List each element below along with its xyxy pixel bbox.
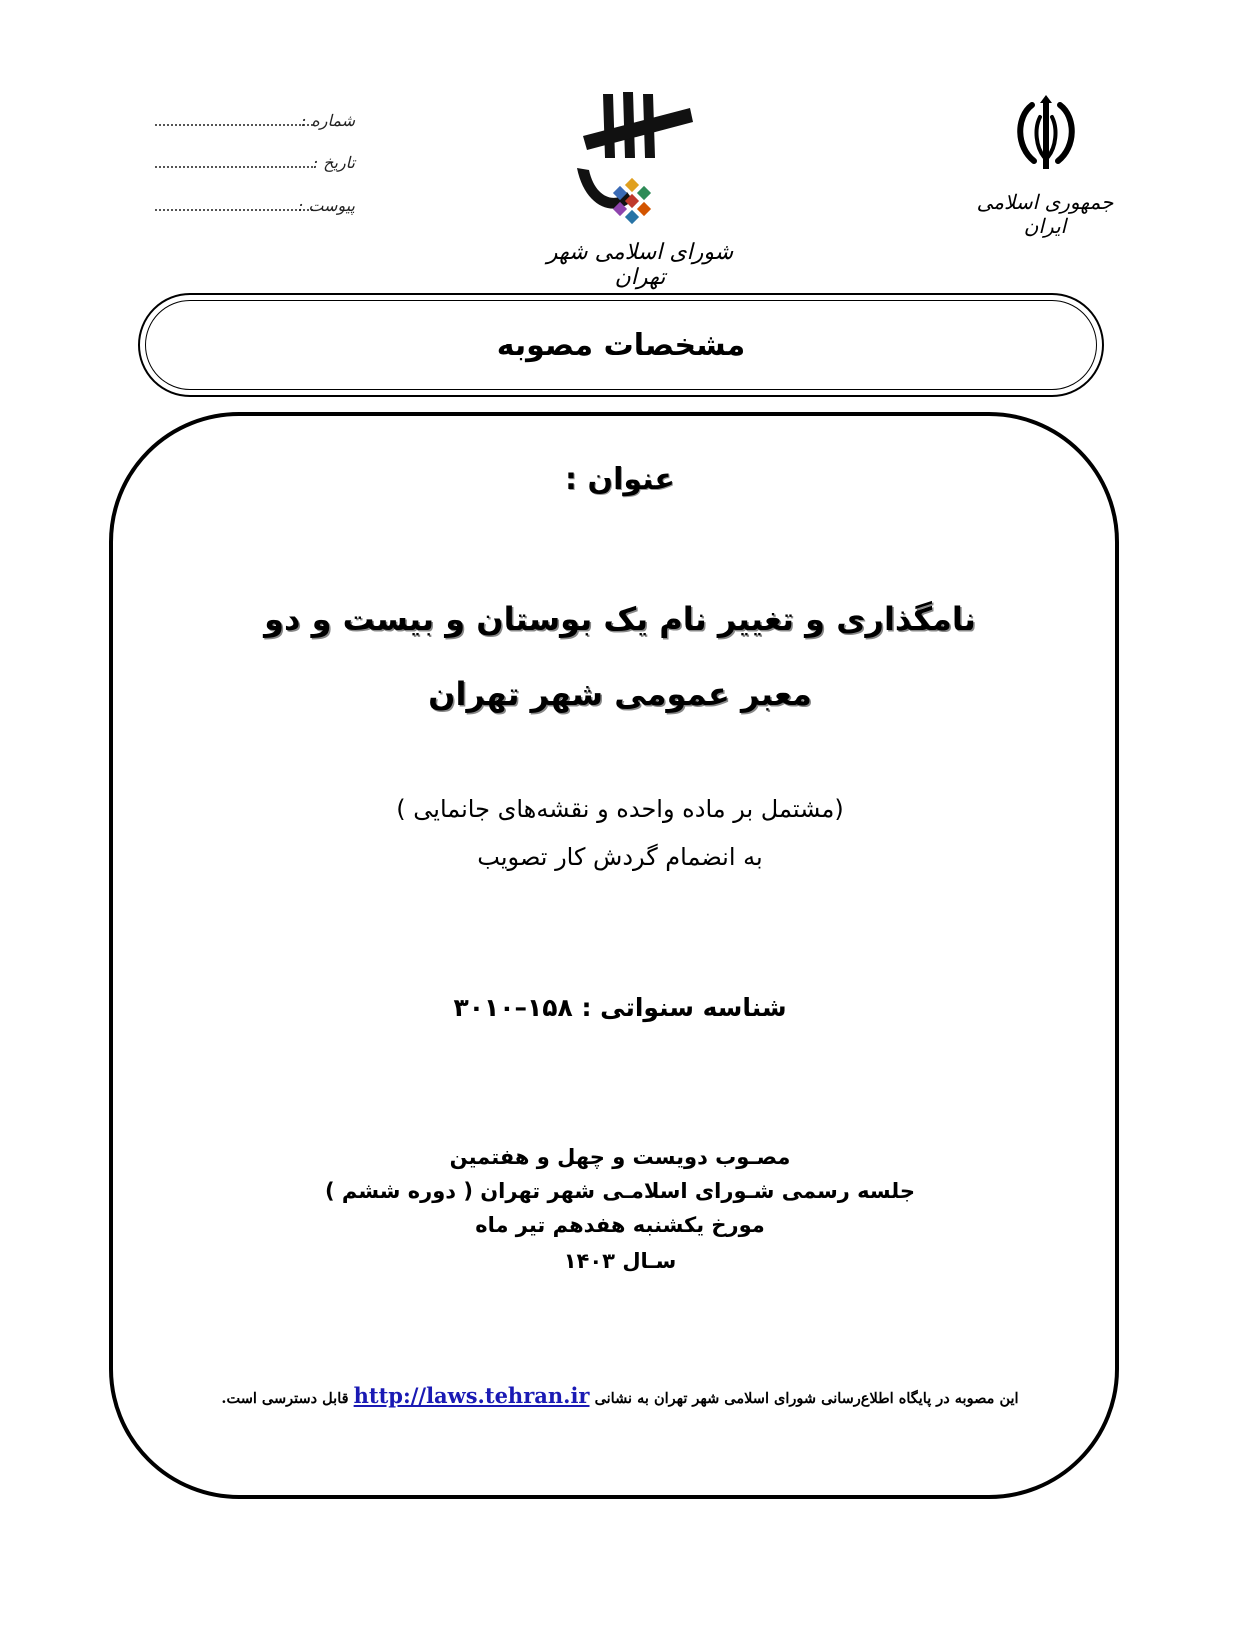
subtitle-line-2: به انضمام گردش کار تصویب xyxy=(477,843,763,871)
attachment-field-label: پیوست : xyxy=(297,196,355,215)
laws-website-link[interactable]: http://laws.tehran.ir xyxy=(353,1383,590,1408)
approval-line-2: جلسه رسمی شـورای اسلامـی شهر تهران ( دوره ششم ) xyxy=(325,1179,915,1203)
number-field-line xyxy=(155,124,313,126)
approval-line-1: مصـوب دویست و چهل و هفتمین xyxy=(449,1145,791,1169)
banner xyxy=(145,300,1097,390)
footer-text-before: این مصوبه در پایگاه اطلاع‌رسانی شورای اسلامی شهر تهران به نشانی xyxy=(594,1390,1019,1407)
iran-emblem-caption: جمهوری اسلامی ایران xyxy=(976,190,1114,238)
attachment-field-line xyxy=(155,209,313,211)
iran-emblem-icon xyxy=(1010,95,1082,175)
main-frame xyxy=(109,412,1119,1499)
number-field-label: شماره : xyxy=(300,111,355,130)
title-line-1: نامگذاری و تغییر نام یک بوستان و بیست و دو xyxy=(264,600,976,638)
footer-text-after: قابل دسترسی است. xyxy=(221,1390,349,1407)
subtitle-line-1: (مشتمل بر ماده واحده و نقشه‌های جانمایی ) xyxy=(396,795,844,823)
attachment-field xyxy=(155,193,355,217)
date-field xyxy=(155,150,355,174)
date-field-line xyxy=(155,166,313,168)
council-logo-caption: شورای اسلامی شهر تهران xyxy=(546,240,734,290)
heading-label: عنوان : xyxy=(565,462,675,497)
date-field-label: تاریخ : xyxy=(312,153,355,172)
approval-line-4: سـال ۱۴۰۳ xyxy=(563,1249,677,1273)
annual-code: شناسه سنواتی : ۱۵۸–۳۰۱۰ xyxy=(453,993,787,1022)
council-logo-icon xyxy=(575,88,705,238)
footer-note xyxy=(205,1383,1035,1408)
approval-line-3: مورخ یکشنبه هفدهم تیر ماه xyxy=(475,1213,765,1237)
title-line-2: معبر عمومی شهر تهران xyxy=(428,675,812,713)
number-field xyxy=(155,108,355,132)
banner-title: مشخصات مصوبه xyxy=(496,327,746,363)
